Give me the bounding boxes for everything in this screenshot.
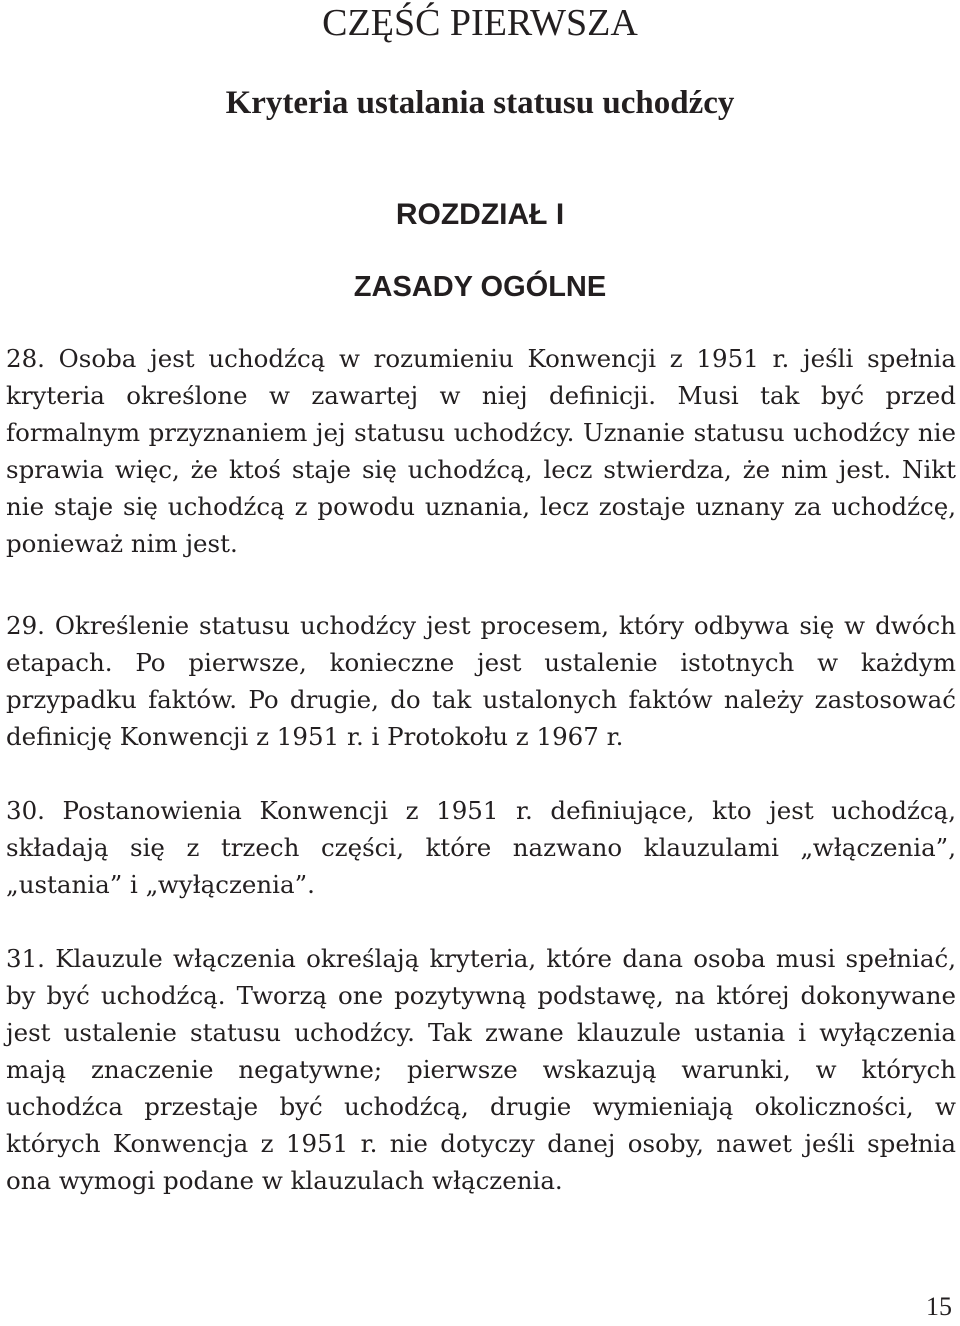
part-title: CZĘŚĆ PIERWSZA (322, 2, 638, 44)
paragraph-31: 31. Klauzule włączenia określają kryteria, które dana osoba musi spełniać, by być uchodźcą. Tworzą one pozytywną podstawę, na której dokonywane jest ustalenie statusu uchodźcy. Tak zwane klauzule ustania i wyłączenia mają znaczenie negatywne; pierwsze wskazują warunki, w których uchodźca przestaje być uchodźcą, drugie wymieniają okoliczności, w których Konwencja z 1951 r. nie dotyczy danej osoby, nawet jeśli spełnia ona wymogi podane w klauzulach włączenia. (6, 944, 956, 1195)
part-subtitle: Kryteria ustalania statusu uchodźcy (225, 85, 735, 121)
paragraph-30: 30. Postanowienia Konwencji z 1951 r. definiujące, kto jest uchodźcą, składają się z trzech części, które nazwano klauzulami „włączenia”, „ustania” i „wyłączenia”. (6, 796, 956, 899)
chapter-label: ROZDZIAŁ I (395, 198, 565, 231)
chapter-title: ZASADY OGÓLNE (353, 271, 607, 303)
page-number: 15 (926, 1292, 952, 1321)
paragraph-28: 28. Osoba jest uchodźcą w rozumieniu Konwencji z 1951 r. jeśli spełnia kryteria określone w zawartej w niej definicji. Musi tak być przed formalnym przyznaniem jej statusu uchodźcy. Uznanie statusu uchodźcy nie sprawia więc, że ktoś staje się uchodźcą, lecz stwierdza, że nim jest. Nikt nie staje się uchodźcą z powodu uznania, lecz zostaje uznany za uchodźcę, ponieważ nim jest. (6, 344, 956, 558)
paragraph-29: 29. Określenie statusu uchodźcy jest procesem, który odbywa się w dwóch etapach. Po pierwsze, konieczne jest ustalenie istotnych w każdym przypadku faktów. Po drugie, do tak ustalonych faktów należy zastosować definicję Konwencji z 1951 r. i Protokołu z 1967 r. (6, 611, 956, 751)
